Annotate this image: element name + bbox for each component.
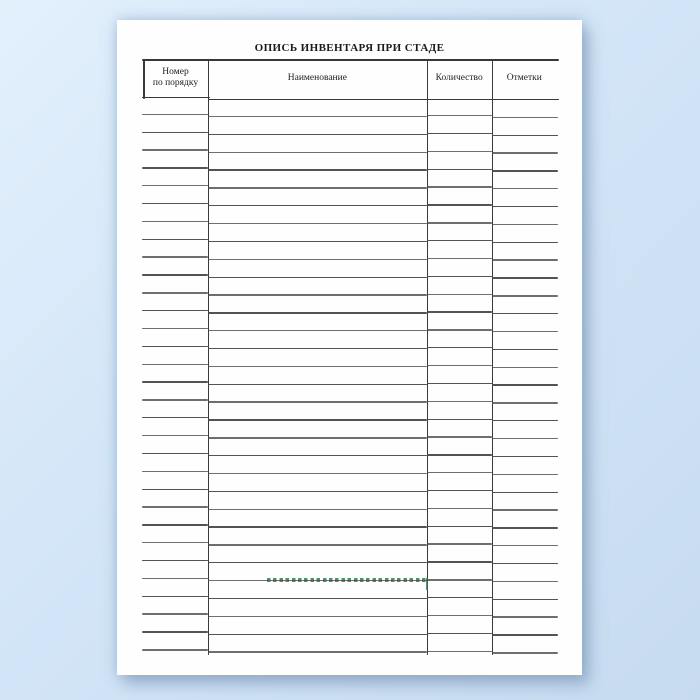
row-line xyxy=(142,310,209,311)
row-line xyxy=(492,420,559,421)
row-line xyxy=(492,367,559,368)
row-line xyxy=(492,206,559,207)
row-line xyxy=(492,599,559,600)
row-line xyxy=(142,524,209,525)
row-line xyxy=(142,399,209,400)
row-line xyxy=(208,384,427,385)
row-line xyxy=(427,365,492,366)
row-line xyxy=(142,274,209,275)
row-line xyxy=(492,152,559,153)
row-line xyxy=(208,169,427,170)
document-title: ОПИСЬ ИНВЕНТАРЯ ПРИ СТАДЕ xyxy=(254,42,445,54)
row-line xyxy=(427,204,492,205)
row-line xyxy=(492,349,559,350)
row-line xyxy=(142,381,209,382)
row-line xyxy=(142,631,209,632)
column-header-number-line2: по порядку xyxy=(152,78,199,88)
row-line xyxy=(427,133,492,134)
column-divider-1 xyxy=(208,59,210,655)
row-line xyxy=(492,331,559,332)
row-line xyxy=(208,651,427,652)
row-line xyxy=(492,384,559,385)
row-line xyxy=(427,401,492,402)
header-bottom-border xyxy=(208,99,559,101)
row-line xyxy=(427,633,492,634)
column-header-marks xyxy=(492,59,557,98)
row-line xyxy=(492,616,559,617)
row-line xyxy=(142,221,209,222)
row-line xyxy=(208,259,427,260)
row-line xyxy=(492,563,559,564)
row-line xyxy=(208,187,427,188)
row-line xyxy=(492,474,559,475)
document-page xyxy=(117,20,582,675)
row-line xyxy=(427,329,492,330)
row-line xyxy=(427,436,492,437)
row-line xyxy=(492,652,559,653)
column-header-quantity-label: Количество xyxy=(435,73,483,83)
row-line xyxy=(208,277,427,278)
row-line xyxy=(208,348,427,349)
row-line xyxy=(492,188,559,189)
row-line xyxy=(492,224,559,225)
row-line xyxy=(142,649,209,650)
row-line xyxy=(208,616,427,617)
row-line xyxy=(142,256,209,257)
row-line xyxy=(142,453,209,454)
row-line xyxy=(208,437,427,438)
row-line xyxy=(208,634,427,635)
row-line xyxy=(208,241,427,242)
row-line xyxy=(427,258,492,259)
row-line xyxy=(208,401,427,402)
row-line xyxy=(427,115,492,116)
row-line xyxy=(427,561,492,562)
column-header-name xyxy=(208,59,427,98)
row-line xyxy=(492,545,559,546)
row-line xyxy=(208,294,427,295)
row-line xyxy=(492,313,559,314)
column-divider-2 xyxy=(427,59,429,655)
row-line xyxy=(427,294,492,295)
row-line xyxy=(208,455,427,456)
row-line xyxy=(142,292,209,293)
row-line xyxy=(427,186,492,187)
row-line xyxy=(427,347,492,348)
row-line xyxy=(427,490,492,491)
row-line xyxy=(208,312,427,313)
row-line xyxy=(142,471,209,472)
row-line xyxy=(492,492,559,493)
row-line xyxy=(142,346,209,347)
row-line xyxy=(208,473,427,474)
row-line xyxy=(142,185,209,186)
row-line xyxy=(142,578,209,579)
row-line xyxy=(427,276,492,277)
row-line xyxy=(208,526,427,527)
row-line xyxy=(208,205,427,206)
row-line xyxy=(208,134,427,135)
row-line xyxy=(427,651,492,652)
row-line xyxy=(427,151,492,152)
row-line xyxy=(492,634,559,635)
row-line xyxy=(492,277,559,278)
row-line xyxy=(208,330,427,331)
row-line xyxy=(492,135,559,136)
row-line xyxy=(208,491,427,492)
row-line xyxy=(492,170,559,171)
row-line xyxy=(427,383,492,384)
row-line xyxy=(492,438,559,439)
row-line xyxy=(142,613,209,614)
inventory-table xyxy=(143,59,557,659)
row-line xyxy=(427,240,492,241)
row-line xyxy=(492,456,559,457)
row-line xyxy=(427,597,492,598)
row-line xyxy=(208,598,427,599)
row-line xyxy=(142,542,209,543)
row-line xyxy=(427,472,492,473)
row-line xyxy=(427,454,492,455)
row-line xyxy=(492,295,559,296)
row-line xyxy=(142,239,209,240)
column-header-name-label: Наименование xyxy=(287,73,347,83)
row-line xyxy=(142,417,209,418)
column-header-quantity xyxy=(427,59,492,98)
row-line xyxy=(427,419,492,420)
row-line xyxy=(142,364,209,365)
row-line xyxy=(208,223,427,224)
row-line xyxy=(427,579,492,580)
row-line xyxy=(142,506,209,507)
row-line xyxy=(208,152,427,153)
row-line xyxy=(142,132,209,133)
row-line xyxy=(142,114,209,115)
row-line xyxy=(142,435,209,436)
row-line xyxy=(208,562,427,563)
row-line xyxy=(142,560,209,561)
row-line xyxy=(142,328,209,329)
row-line xyxy=(142,596,209,597)
row-line xyxy=(492,259,559,260)
row-line xyxy=(208,366,427,367)
row-line xyxy=(142,489,209,490)
column-header-marks-label: Отметки xyxy=(506,73,542,83)
row-line xyxy=(492,527,559,528)
row-line xyxy=(208,509,427,510)
row-line xyxy=(427,508,492,509)
row-line xyxy=(427,311,492,312)
row-line xyxy=(208,419,427,420)
row-line xyxy=(427,222,492,223)
row-line xyxy=(492,117,559,118)
column-header-number xyxy=(143,59,208,98)
row-line xyxy=(427,169,492,170)
row-line xyxy=(427,543,492,544)
column-divider-3 xyxy=(492,59,494,655)
row-line xyxy=(142,167,209,168)
row-line xyxy=(208,544,427,545)
row-line xyxy=(492,242,559,243)
row-line xyxy=(492,402,559,403)
row-line xyxy=(427,615,492,616)
row-line xyxy=(492,581,559,582)
row-line xyxy=(142,149,209,150)
row-line xyxy=(427,526,492,527)
column-header-number-line1: Номер xyxy=(162,67,189,77)
row-line xyxy=(492,509,559,510)
row-line xyxy=(142,203,209,204)
row-line xyxy=(208,116,427,117)
